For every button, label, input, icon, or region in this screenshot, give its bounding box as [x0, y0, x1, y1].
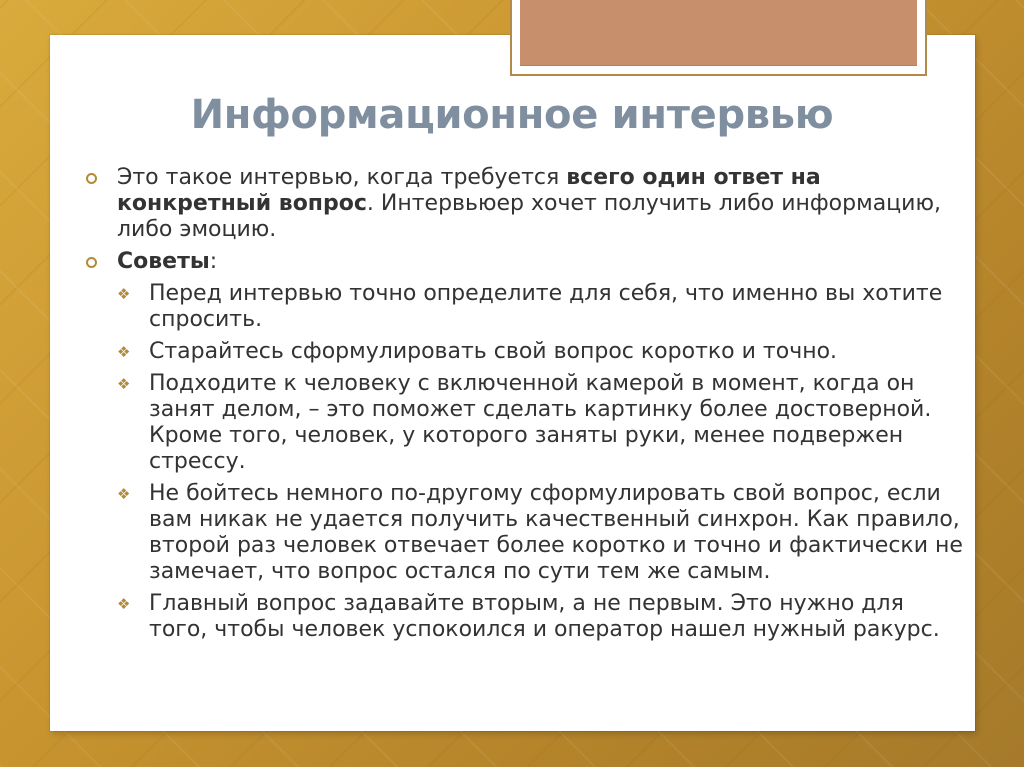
diamond-bullet-icon: ❖: [117, 375, 131, 393]
tip-text: Главный вопрос задавайте вторым, а не первым. Это нужно для того, чтобы человек успокоился и оператор нашел нужный ракурс.: [149, 591, 940, 642]
slide-content: [86, 165, 966, 649]
tip-text: Не бойтесь немного по-другому сформулировать свой вопрос, если вам никак не удается получить качественный синхрон. Как правило, второй раз человек отвечает более коротко и точно и фактически не замечает, что вопрос остался по сути тем же самым.: [149, 481, 963, 584]
diamond-bullet-icon: ❖: [117, 285, 131, 303]
ring-bullet-icon: [86, 173, 97, 184]
intro-text-bold: всего один ответ на конкретный вопрос: [117, 165, 821, 216]
tip-text: Перед интервью точно определите для себя, что именно вы хотите спросить.: [149, 281, 943, 332]
tip-item: [117, 339, 966, 365]
tips-list: [117, 281, 966, 643]
tips-heading-suffix: :: [209, 249, 218, 274]
accent-block: [520, 0, 917, 66]
intro-text-pre: Это такое интервью, когда требуется: [117, 165, 567, 190]
intro-text-post: . Интервьюер хочет получить либо информацию, либо эмоцию.: [117, 191, 941, 242]
diamond-bullet-icon: ❖: [117, 485, 131, 503]
tip-text: Подходите к человеку с включенной камерой в момент, когда он занят делом, – это поможет сделать картинку более достоверной. Кроме того, человек, у которого заняты руки, менее подвержен стрессу.: [149, 371, 932, 474]
ring-bullet-icon: [86, 257, 97, 268]
tip-item: [117, 481, 966, 585]
tip-text: Старайтесь сформулировать свой вопрос коротко и точно.: [149, 339, 838, 364]
tips-heading-label: Советы: [117, 249, 210, 274]
tips-heading: [86, 249, 966, 275]
diamond-bullet-icon: ❖: [117, 343, 131, 361]
slide-title: Информационное интервью: [190, 92, 834, 138]
tip-item: [117, 281, 966, 333]
tip-item: [117, 371, 966, 475]
diamond-bullet-icon: ❖: [117, 595, 131, 613]
intro-paragraph: [86, 165, 966, 243]
tip-item: [117, 591, 966, 643]
